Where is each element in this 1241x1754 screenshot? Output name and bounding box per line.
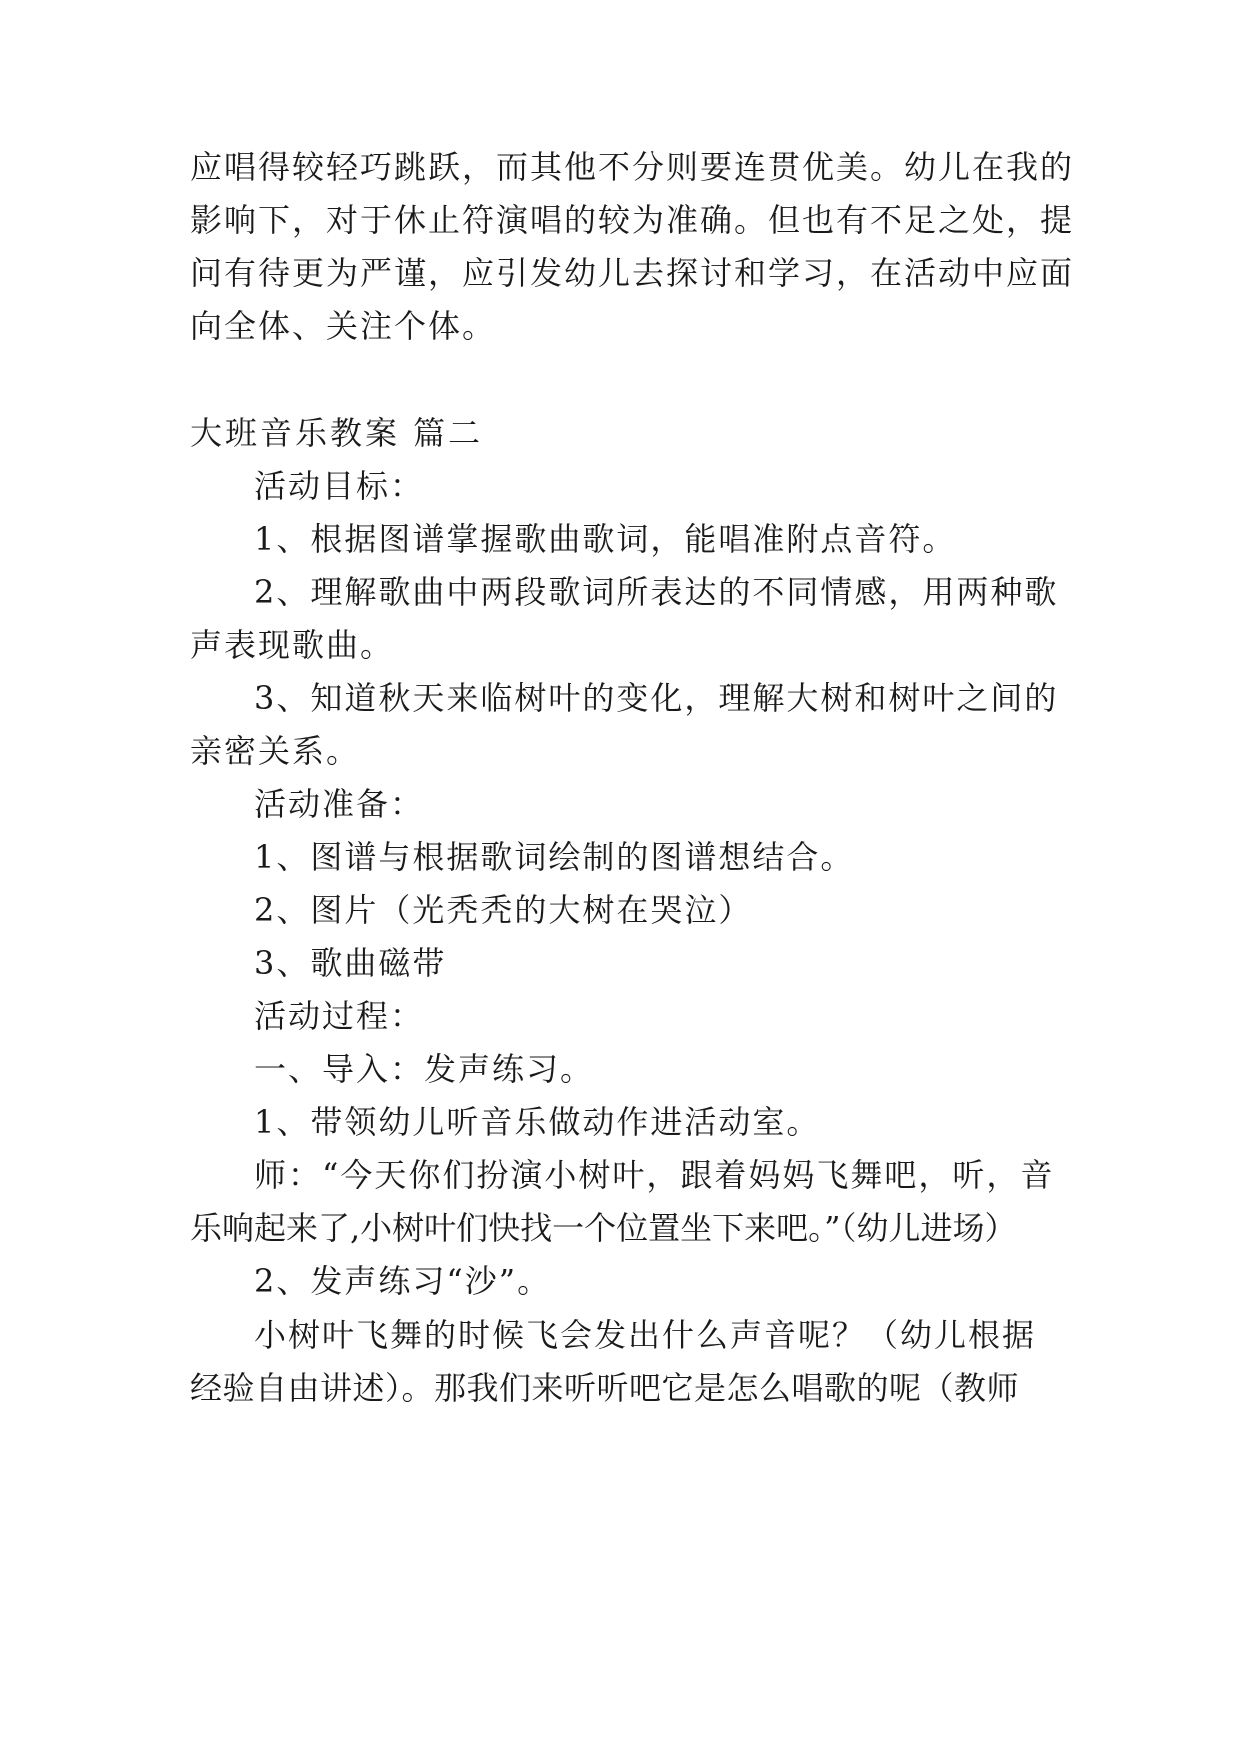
section-title: 大班音乐教案 篇二 <box>190 414 484 452</box>
question-line: 小树叶飞舞的时候飞会发出什么声音呢？（幼儿根据 <box>254 1316 1037 1354</box>
step-title: 一、导入：发声练习。 <box>254 1050 595 1088</box>
prep-item: 1、图谱与根据歌词绘制的图谱想结合。 <box>254 838 855 876</box>
goal-item: 1、根据图谱掌握歌曲歌词，能唱准附点音符。 <box>254 520 957 558</box>
teacher-quote-line: 师：“今天你们扮演小树叶，跟着妈妈飞舞吧，听，音 <box>254 1156 1055 1194</box>
step-item: 1、带领幼儿听音乐做动作进活动室。 <box>254 1103 821 1141</box>
body-text-line: 影响下，对于休止符演唱的较为准确。但也有不足之处，提 <box>190 201 1075 239</box>
step-item: 2、发声练习“沙”。 <box>254 1262 552 1300</box>
prep-label: 活动准备： <box>254 785 425 823</box>
prep-item: 3、歌曲磁带 <box>254 944 447 982</box>
prep-item: 2、图片（光秃秃的大树在哭泣） <box>254 891 753 929</box>
body-text-line: 应唱得较轻巧跳跃，而其他不分则要连贯优美。幼儿在我的 <box>190 148 1075 186</box>
teacher-quote-line: 乐响起来了,小树叶们快找一个位置坐下来吧。”（幼儿进场） <box>190 1209 1017 1247</box>
question-line: 经验自由讲述）。那我们来听听吧它是怎么唱歌的呢（教师 <box>190 1369 1020 1407</box>
goals-label: 活动目标： <box>254 467 425 505</box>
goal-item: 3、知道秋天来临树叶的变化，理解大树和树叶之间的 <box>254 679 1059 717</box>
body-text-line: 向全体、关注个体。 <box>190 307 497 345</box>
goal-item: 2、理解歌曲中两段歌词所表达的不同情感，用两种歌 <box>254 573 1059 611</box>
goal-item-continued: 亲密关系。 <box>190 732 361 770</box>
goal-item-continued: 声表现歌曲。 <box>190 626 395 664</box>
body-text-line: 问有待更为严谨，应引发幼儿去探讨和学习，在活动中应面 <box>190 254 1075 292</box>
process-label: 活动过程： <box>254 997 425 1035</box>
